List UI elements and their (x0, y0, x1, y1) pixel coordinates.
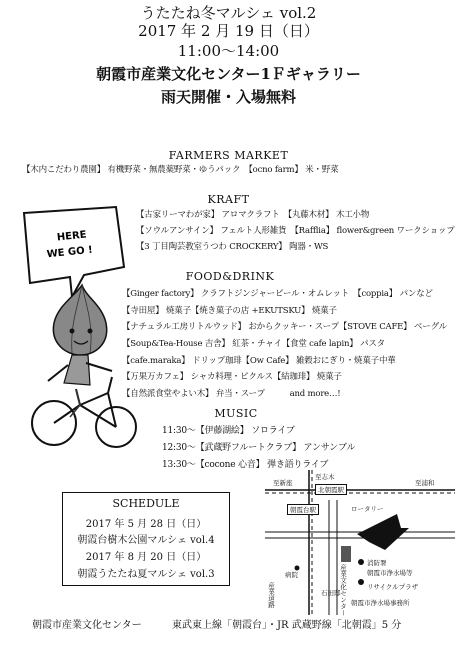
list-item: 【3 丁目陶芸教室うつわ CROCKERY】 陶器・WS (136, 242, 329, 252)
list-item: 【ソウルアンサイン】 フェルト人形雑貨 【Rafflia】 flower&green ワークショップ (136, 226, 455, 236)
list-item: 11:30〜【伊藤湖絵】 ソロライブ (162, 426, 295, 436)
eye-right (88, 329, 93, 334)
body (64, 355, 90, 385)
cyclist-svg (20, 205, 140, 465)
venue-block (341, 546, 351, 562)
craft-title: KRAFT (207, 193, 250, 206)
map-label-shiki: 至志木 (315, 473, 335, 481)
schedule-box (62, 492, 230, 586)
map-label-fire: 消防署 (367, 559, 387, 567)
here-arrow (357, 514, 409, 550)
map-svg (265, 470, 455, 615)
event-note: 雨天開催・入場無料 (160, 88, 296, 106)
food-list (122, 287, 447, 404)
list-item: 【cafe.maraka】 ドリップ珈琲【Ow Cafe】 雑穀おにぎり・焼菓子中華 (122, 355, 396, 366)
music-title: MUSIC (214, 407, 258, 420)
event-title: うたたね冬マルシェ vol.2 (140, 4, 317, 22)
schedule-title: SCHEDULE (112, 497, 180, 510)
event-venue: 朝霞市産業文化センター1Ｆギャラリー (96, 65, 361, 83)
list-item: 【寺田屋】 焼菓子【焼き菓子の店 +EKUTSKU】 焼菓子 (122, 305, 337, 316)
onion-cyclist-illustration (20, 205, 140, 465)
list-item: 【Soup&Tea-House 吉舎】 紅茶・チャイ【食堂 cafe lapin】 パスタ (122, 339, 385, 350)
map-label-city-water: 朝霞市浄水場事務所 (351, 599, 410, 607)
map-label-recycle: リサイクルプラザ (367, 583, 419, 591)
map-label-center: 産業文化センター (339, 564, 347, 616)
list-item: 12:30〜【武蔵野フルートクラブ】 アンサンブル (162, 443, 356, 453)
map-label-hospital: 病院 (285, 571, 298, 579)
list-item: 13:30〜【cocone 心音】 弾き語りライブ (162, 460, 329, 470)
map-label-niiza: 至新座 (273, 479, 293, 487)
schedule-line: 朝霞台樹木公園マルシェ vol.4 (77, 535, 215, 546)
farmers-title: FARMERS MARKET (168, 149, 289, 162)
list-item: 【古家リーマわが家】 アロマクラフト 【丸藤木材】 木工小物 (136, 210, 370, 220)
footer-venue: 朝霞市産業文化センター (32, 620, 142, 631)
map-label-sales: 朝霞市浄水場等 (367, 569, 413, 577)
event-time: 11:00〜14:00 (177, 42, 280, 60)
bubble-text-line1: HERE (56, 229, 88, 244)
craft-list (136, 208, 455, 256)
map-label-street: 産業道路 (267, 582, 275, 608)
schedule-line: 2017 年 5 月 28 日（日） (85, 519, 207, 530)
schedule-line: 2017 年 8 月 20 日（日） (85, 552, 207, 563)
event-date: 2017 年 2 月 19 日（日） (138, 22, 319, 40)
farmers-line: 【木内こだわり農園】 有機野菜・無農薬野菜・ゆうパック 【ocno farm】 米・野菜 (22, 165, 339, 175)
food-title: FOOD&DRINK (185, 270, 275, 283)
bubble-text-line2: WE GO ! (46, 244, 94, 261)
list-item: 【ナチュラル工房リトルウッド】 おからクッキー・スープ【STOVE CAFE】 ベーグル (122, 322, 447, 333)
map-label-ishida: 石田邸 (321, 589, 341, 597)
list-item: 【Ginger factory】 クラフトジンジャービール・オムレット 【coppia】 パンなど (122, 289, 433, 299)
map-label-kitaasaka: 北朝霞駅 (315, 484, 347, 495)
schedule-line: 朝霞うたたね夏マルシェ vol.3 (77, 569, 215, 580)
map-label-rotary: ロータリー (351, 505, 384, 513)
music-list (162, 423, 355, 474)
map-label-urawa: 至浦和 (415, 479, 435, 487)
access-map (265, 470, 455, 615)
map-label-asakadai: 朝霞台駅 (287, 504, 319, 515)
list-item: 【自然派食堂やよい木】 弁当・スープ and more…! (122, 389, 341, 400)
list-item: 【万果万カフェ】 シャカ料理・ピクルス【結珈琲】 焼菓子 (122, 372, 342, 383)
eye-left (70, 329, 75, 334)
footer-access: 東武東上線「朝霞台」・JR 武蔵野線「北朝霞」5 分 (172, 620, 402, 631)
